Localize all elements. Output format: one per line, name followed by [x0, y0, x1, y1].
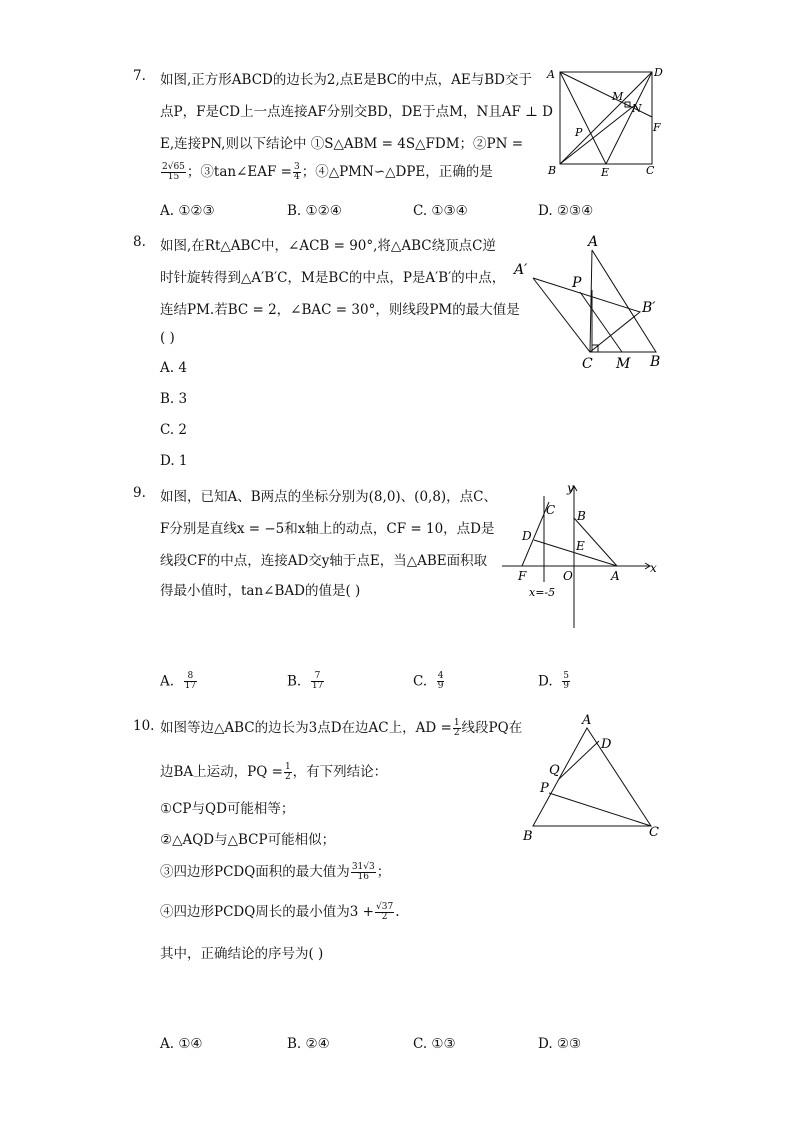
question-text-line: $\frac{2√65}{15}$ ；③tan∠EAF = $\frac{3}{4}$ ；④△PMN∽△DPE，正确的是: [162, 161, 493, 182]
label-B-prime: B′: [642, 300, 656, 316]
option-c[interactable]: C. ①③: [413, 1036, 456, 1052]
option-b[interactable]: B. ②④: [287, 1036, 330, 1052]
question-text-line: 边BA上运动，PQ = $\frac{1}{2}$ ，有下列结论：: [160, 761, 388, 782]
question-text-line: 得最小值时，tan∠BAD的值是( ): [160, 583, 361, 599]
label-A-prime: A′: [514, 262, 528, 278]
label-M: M: [616, 356, 631, 372]
figure-coordinate: [500, 478, 665, 633]
option-c[interactable]: C. 2: [160, 422, 188, 438]
question-text-line: 连结PM.若BC = 2，∠BAC = 30°，则线段PM的最大值是: [160, 302, 520, 318]
label-C: C: [649, 825, 659, 840]
label-A: A: [547, 68, 555, 81]
option-b[interactable]: B. 3: [160, 391, 188, 407]
label-C: C: [582, 356, 593, 372]
label-B: B: [548, 164, 557, 177]
conclusion-3: ③四边形PCDQ面积的最大值为 $\frac{31√3}{16}$ ；: [160, 861, 391, 882]
question-number: 9.: [133, 485, 146, 501]
figure-square: [540, 62, 670, 182]
label-P: P: [575, 126, 583, 139]
question-text-line: 点P，F是CD上一点连接AF分别交BD，DE于点M，N且AF ⊥ D: [160, 104, 553, 120]
option-c[interactable]: C. $\frac{4}{9}$: [413, 671, 444, 692]
label-x: x: [650, 561, 657, 575]
option-d[interactable]: D. ②③④: [538, 203, 594, 219]
question-text-line: 如图，已知A、B两点的坐标分别为(8,0)、(0,8)，点C、: [160, 489, 498, 505]
label-B: B: [523, 829, 533, 844]
question-number: 7.: [133, 68, 146, 84]
label-C: C: [646, 164, 655, 177]
question-number: 10.: [133, 718, 155, 734]
conclusion-1: ①CP与QD可能相等；: [160, 801, 295, 817]
label-F: F: [518, 569, 527, 583]
label-D: D: [522, 529, 532, 543]
question-text-line: 其中，正确结论的序号为( ): [160, 946, 324, 962]
label-B: B: [577, 509, 586, 523]
figure-rotated-triangles: [510, 230, 670, 375]
question-text-line: 时针旋转得到△A′B′C，M是BC的中点，P是A′B′的中点，: [160, 270, 506, 286]
label-line-x-5: x=-5: [529, 586, 556, 599]
question-text-line: ( ): [160, 330, 175, 346]
label-O: O: [563, 569, 573, 583]
option-d[interactable]: D. ②③: [538, 1036, 582, 1052]
option-a[interactable]: A. 4: [160, 360, 187, 376]
fraction: $\frac{3}{4}$: [293, 161, 300, 182]
question-text-line: 线段CF的中点，连接AD交y轴于点E，当△ABE面积取: [160, 553, 488, 569]
conclusion-2: ②△AQD与△BCP可能相似；: [160, 832, 336, 848]
conclusion-4: ④四边形PCDQ周长的最小值为3 + $\frac{√37}{2}$ .: [160, 901, 400, 922]
label-A: A: [582, 713, 592, 728]
question-number: 8.: [133, 234, 146, 250]
question-text-line: F分别是直线x = −5和x轴上的动点，CF = 10，点D是: [160, 521, 495, 537]
label-P: P: [572, 275, 582, 291]
option-a[interactable]: A. $\frac{8}{17}$: [160, 671, 197, 692]
question-text-line: 如图,在Rt△ABC中，∠ACB = 90°,将△ABC绕顶点C逆: [160, 238, 496, 254]
label-A: A: [588, 234, 599, 250]
label-E: E: [576, 539, 585, 553]
label-C: C: [546, 503, 556, 517]
label-E: E: [601, 166, 610, 179]
label-D: D: [601, 737, 612, 752]
option-d[interactable]: D. 1: [160, 453, 188, 469]
question-text-line: 如图,正方形ABCD的边长为2,点E是BC的中点，AE与BD交于: [160, 72, 532, 88]
label-y: y: [567, 481, 574, 495]
option-b[interactable]: B. ①②④: [287, 203, 342, 219]
label-D: D: [654, 66, 663, 79]
question-text-line: E,连接PN,则以下结论中 ①S△ABM = 4S△FDM；②PN =: [160, 136, 524, 152]
fraction: $\frac{2√65}{15}$: [162, 161, 185, 182]
figure-equilateral-triangle: [515, 710, 665, 845]
option-c[interactable]: C. ①③④: [413, 203, 468, 219]
option-b[interactable]: B. $\frac{7}{17}$: [287, 671, 324, 692]
option-d[interactable]: D. $\frac{5}{9}$: [538, 671, 569, 692]
label-Q: Q: [549, 763, 560, 778]
label-F: F: [653, 121, 661, 134]
label-M: M: [612, 90, 624, 103]
label-P: P: [540, 781, 549, 796]
option-a[interactable]: A. ①②③: [160, 203, 215, 219]
label-A: A: [611, 569, 620, 583]
label-B: B: [650, 354, 661, 370]
label-N: N: [632, 102, 642, 115]
option-a[interactable]: A. ①④: [160, 1036, 203, 1052]
question-text-line: 如图等边△ABC的边长为3点D在边AC上，AD = $\frac{1}{2}$ 线段PQ在: [160, 717, 523, 738]
